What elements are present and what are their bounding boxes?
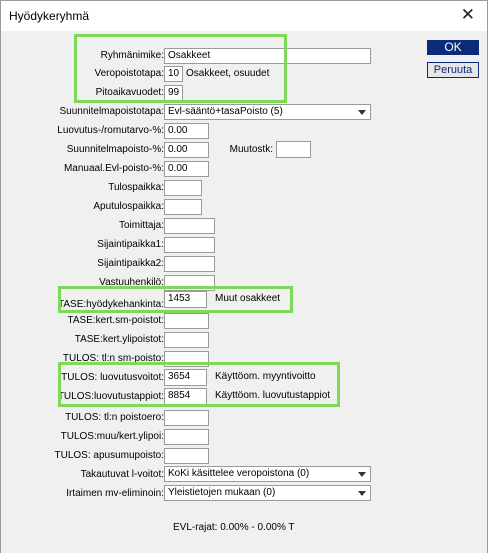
- sijaintipaikka1-label: Sijaintipaikka1:: [97, 239, 164, 250]
- tase-smpoistot-label: TASE:kert.sm-poistot:: [67, 315, 164, 326]
- takautuvat-label: Takautuvat l-voitot:: [80, 469, 164, 480]
- vastuuhenkilo-label: Vastuuhenkilö:: [99, 277, 164, 288]
- irtaimen-label: Irtaimen mv-eliminoin:: [66, 488, 164, 499]
- suunnitelmapoistotapa-value: Evl-sääntö+tasaPoisto (5): [168, 106, 283, 117]
- manuaal-evl-input[interactable]: 0.00: [164, 161, 209, 177]
- evl-rajat-text: EVL-rajat: 0.00% - 0.00% T: [173, 522, 295, 533]
- aputulospaikka-label: Aputulospaikka:: [93, 201, 164, 212]
- tulos-luovutustappiot-input[interactable]: 8854: [164, 388, 207, 405]
- chevron-down-icon: [358, 110, 366, 115]
- highlight-box-tase: [58, 286, 293, 313]
- pitoaikavuodet-input[interactable]: 99: [164, 85, 183, 101]
- toimittaja-label: Toimittaja:: [118, 220, 164, 231]
- veropoistotapa-label: Veropoistotapa:: [94, 68, 164, 79]
- toimittaja-input[interactable]: [164, 218, 215, 234]
- tase-smpoistot-input[interactable]: [164, 313, 209, 329]
- tase-ylipoistot-input[interactable]: [164, 332, 209, 348]
- tulos-poistoero-input[interactable]: [164, 410, 209, 426]
- sijaintipaikka2-label: Sijaintipaikka2:: [97, 258, 164, 269]
- title-bar: [1, 1, 487, 31]
- tulos-apusumupoisto-input[interactable]: [164, 448, 209, 464]
- highlight-box-header-fields: [74, 34, 287, 103]
- veropoistotapa-desc: Osakkeet, osuudet: [186, 68, 270, 79]
- ryhmanimike-label: Ryhmänimike:: [100, 50, 164, 61]
- pitoaikavuodet-label: Pitoaikavuodet:: [95, 87, 164, 98]
- suunnitelmapoisto-input[interactable]: 0.00: [164, 142, 209, 158]
- irtaimen-value: Yleistietojen mukaan (0): [168, 487, 276, 498]
- window-title: Hyödykeryhmä: [9, 9, 90, 23]
- suunnitelmapoistotapa-select[interactable]: [164, 104, 371, 120]
- chevron-down-icon: [358, 472, 366, 477]
- tulos-luovutusvoitot-input[interactable]: 3654: [164, 369, 207, 386]
- tase-ylipoistot-label: TASE:kert.ylipoistot:: [74, 334, 164, 345]
- sijaintipaikka1-input[interactable]: [164, 237, 215, 253]
- tulos-apusumupoisto-label: TULOS: apusumupoisto:: [54, 450, 164, 461]
- ryhmanimike-input[interactable]: Osakkeet: [164, 48, 371, 64]
- muutostk-label: Muutostk:: [229, 144, 273, 155]
- ok-button[interactable]: OK: [427, 40, 479, 55]
- tulos-luovutustappiot-desc: Käyttöom. luovutustappiot: [215, 390, 331, 401]
- aputulospaikka-input[interactable]: [164, 199, 202, 215]
- tulos-muu-ylipoi-input[interactable]: [164, 429, 209, 445]
- tase-hankinta-desc: Muut osakkeet: [215, 293, 281, 304]
- highlight-box-tulos: [58, 362, 340, 407]
- veropoistotapa-input[interactable]: 10: [164, 66, 183, 82]
- takautuvat-select[interactable]: [164, 466, 371, 482]
- cancel-button[interactable]: Peruuta: [427, 62, 479, 78]
- takautuvat-value: KoKi käsittelee veropoistona (0): [168, 468, 310, 479]
- luovutus-romutarvo-label: Luovutus-/romutarvo-%:: [57, 125, 164, 136]
- irtaimen-select[interactable]: [164, 485, 371, 501]
- suunnitelmapoistotapa-label: Suunnitelmapoistotapa:: [59, 106, 164, 117]
- tulospaikka-label: Tulospaikka:: [108, 182, 164, 193]
- tase-hankinta-input[interactable]: 1453: [164, 291, 207, 308]
- close-icon[interactable]: ✕: [460, 5, 475, 24]
- chevron-down-icon: [358, 491, 366, 496]
- tulos-muu-ylipoi-label: TULOS:muu/kert.ylipoi:: [60, 431, 164, 442]
- tulos-luovutusvoitot-desc: Käyttöom. myyntivoitto: [215, 371, 316, 382]
- tulospaikka-input[interactable]: [164, 180, 202, 196]
- luovutus-romutarvo-input[interactable]: 0.00: [164, 123, 209, 139]
- tase-hankinta-label: TASE:hyödykehankinta:: [58, 299, 164, 310]
- tulos-poistoero-label: TULOS: tl:n poistoero:: [65, 412, 164, 423]
- manuaal-evl-label: Manuaal.Evl-poisto-%:: [63, 163, 164, 174]
- tulos-smpoisto-label: TULOS: tl:n sm-poisto:: [62, 353, 164, 364]
- muutostk-input[interactable]: [276, 141, 311, 158]
- sijaintipaikka2-input[interactable]: [164, 256, 215, 272]
- tulos-luovutusvoitot-label: TULOS: luovutusvoitot:: [61, 372, 164, 383]
- suunnitelmapoisto-label: Suunnitelmapoisto-%:: [66, 144, 164, 155]
- tulos-luovutustappiot-label: TULOS:luovutustappiot:: [57, 391, 164, 402]
